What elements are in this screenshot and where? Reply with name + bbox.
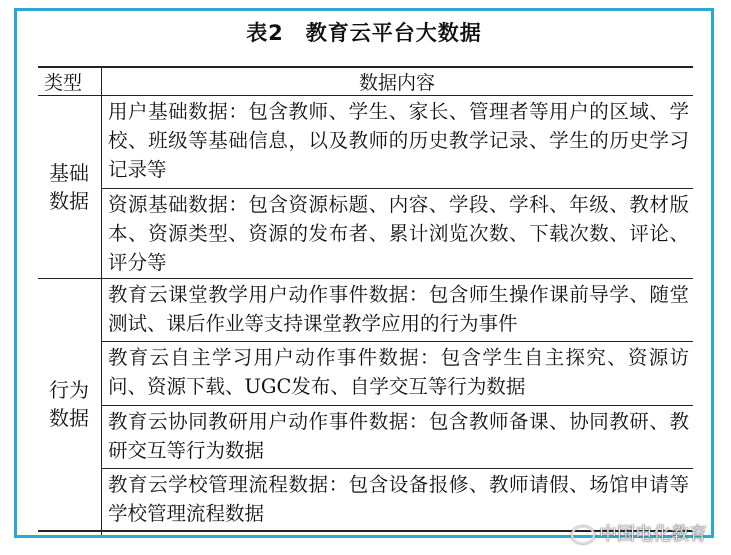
watermark: 中国电化教育 [571, 520, 707, 546]
table-title: 表2 教育云平台大数据 [246, 21, 482, 45]
row-rule [101, 468, 693, 469]
group-rule [38, 278, 693, 279]
header-type: 类型 [44, 72, 83, 94]
column-divider [101, 66, 102, 535]
row-self-study-events: 教育云自主学习用户动作事件数据：包含学生自主探究、资源访问、资源下载、UGC发布、自学交互等行为数据 [108, 346, 689, 398]
row-school-management-data: 教育云学校管理流程数据：包含设备报修、教师请假、场馆申请等学校管理流程数据 [108, 473, 689, 525]
row-classroom-teaching-events: 教育云课堂教学用户动作事件数据：包含师生操作课前导学、随堂测试、课后作业等支持课堂教学应用的行为事件 [108, 283, 689, 335]
row-user-basic-data: 用户基础数据：包含教师、学生、家长、管理者等用户的区域、学校、班级等基础信息，以及教师的历史教学记录、学生的历史学习记录等 [108, 100, 689, 181]
row-resource-basic-data: 资源基础数据：包含资源标题、内容、学段、学科、年级、教材版本、资源类型、资源的发布者、累计浏览次数、下载次数、评论、评分等 [108, 193, 689, 274]
row-rule [101, 188, 693, 189]
row-rule [101, 405, 693, 406]
header-rule [38, 95, 693, 96]
data-table [38, 66, 693, 535]
category-basic: 基础 数据 [49, 161, 89, 213]
row-collab-research-events: 教育云协同教研用户动作事件数据：包含教师备课、协同教研、教研交互等行为数据 [108, 410, 689, 462]
row-rule [101, 341, 693, 342]
wechat-icon [571, 526, 595, 544]
header-content: 数据内容 [358, 72, 435, 94]
table-frame [14, 8, 714, 538]
category-behavior: 行为 数据 [49, 378, 89, 430]
